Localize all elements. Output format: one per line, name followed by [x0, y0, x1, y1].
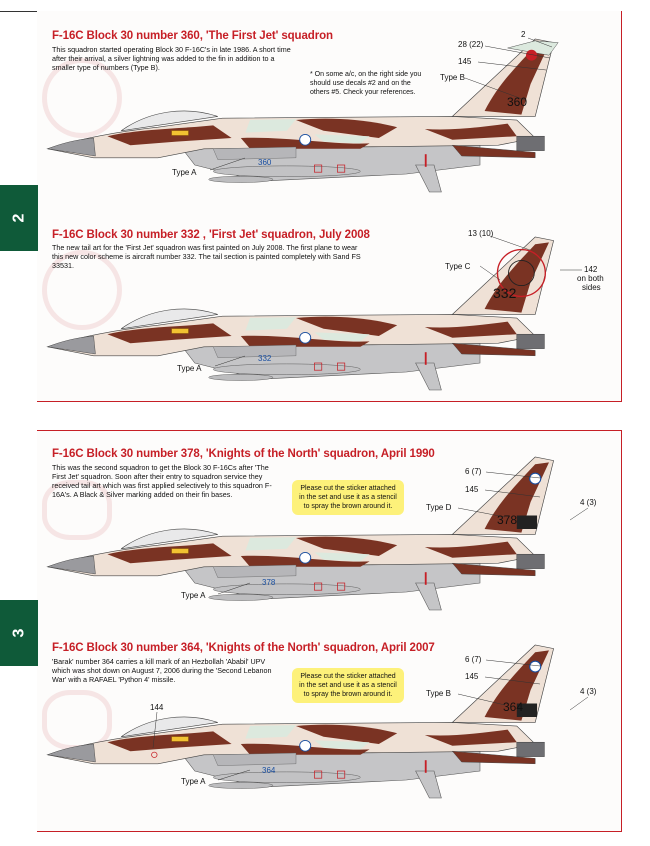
callout-decal-13: 13 (10) — [468, 229, 494, 238]
aircraft-profile-332 — [48, 237, 554, 390]
callout-type-b: Type B — [440, 73, 465, 82]
callout-decal-145: 145 — [465, 672, 479, 681]
callout-decal-4: 4 (3) — [580, 498, 597, 507]
tail-number-332: 332 — [493, 285, 517, 301]
callout-on-both: on both — [577, 274, 604, 283]
page-tab-2: 2 — [0, 185, 38, 251]
page-tab-3: 3 — [0, 600, 38, 666]
stencil-sticker-note: Please cut the sticker attached in the set and use it as a stencil to spray the brown around it. — [292, 668, 404, 703]
callout-type-a: Type A — [177, 364, 202, 373]
callout-decal-28: 28 (22) — [458, 40, 484, 49]
callout-decal-6: 6 (7) — [465, 655, 482, 664]
tail-number-360: 360 — [507, 95, 528, 109]
intake-number-364: 364 — [262, 766, 276, 775]
reference-note: * On some a/c, on the right side you should use decals #2 and on the others #5. Check your references. — [310, 71, 422, 96]
aircraft-profile-378 — [48, 457, 554, 610]
section-description: 'Barak' number 364 carries a kill mark of an Hezbollah 'Ababil' UPV which was shot down on August 7, 2006 during the 'Second Lebanon War' with a RAFAEL 'Python 4' missile. — [52, 657, 272, 684]
callout-type-a: Type A — [181, 591, 206, 600]
callout-decal-4: 4 (3) — [580, 687, 597, 696]
tail-number-378: 378 — [497, 513, 518, 527]
intake-number-378: 378 — [262, 578, 276, 587]
tail-number-364: 364 — [503, 700, 524, 714]
section-description: This was the second squadron to get the Block 30 F-16Cs after 'The First Jet' squadron. Soon after their entry to squadron service they received tail art which was first applied selectively to this squadron F-16A's. A Black & Silver marking added on their fin bases. — [52, 463, 272, 499]
callout-decal-142: 142 — [584, 265, 598, 274]
aircraft-profile-360 — [48, 39, 559, 192]
stencil-sticker-note: Please cut the sticker attached in the set and use it as a stencil to spray the brown around it. — [292, 480, 404, 515]
callout-decal-2: 2 — [521, 30, 526, 39]
callout-sides: sides — [582, 283, 601, 292]
intake-number-332: 332 — [258, 354, 272, 363]
callout-decal-145: 145 — [465, 485, 479, 494]
callout-type-d: Type D — [426, 503, 452, 512]
aircraft-profile-364 — [48, 645, 554, 798]
callout-type-a: Type A — [181, 777, 206, 786]
section-description: The new tail art for the 'First Jet' squadron was first painted on July 2008. The first plane to wear this new color scheme is aircraft number 332. The tail section is painted completely with Sand FS 33531. — [52, 243, 361, 270]
callout-type-b: Type B — [426, 689, 451, 698]
section-title: F-16C Block 30 number 360, 'The First Jet' squadron — [52, 30, 333, 42]
section-description: This squadron started operating Block 30 F-16C's in late 1986. A short time after their arrival, a silver lightning was added to the fin in addition to a smaller type of numbers (Type B). — [52, 45, 291, 72]
callout-type-a: Type A — [172, 168, 197, 177]
section-title: F-16C Block 30 number 378, 'Knights of the North' squadron, April 1990 — [52, 448, 435, 460]
section-title: F-16C Block 30 number 332 , 'First Jet' squadron, July 2008 — [52, 229, 370, 241]
intake-number-360: 360 — [258, 158, 272, 167]
callout-decal-6: 6 (7) — [465, 467, 482, 476]
callout-decal-145: 145 — [458, 57, 472, 66]
section-title: F-16C Block 30 number 364, 'Knights of the North' squadron, April 2007 — [52, 642, 435, 654]
callout-type-c: Type C — [445, 262, 471, 271]
callout-decal-144: 144 — [150, 703, 164, 712]
